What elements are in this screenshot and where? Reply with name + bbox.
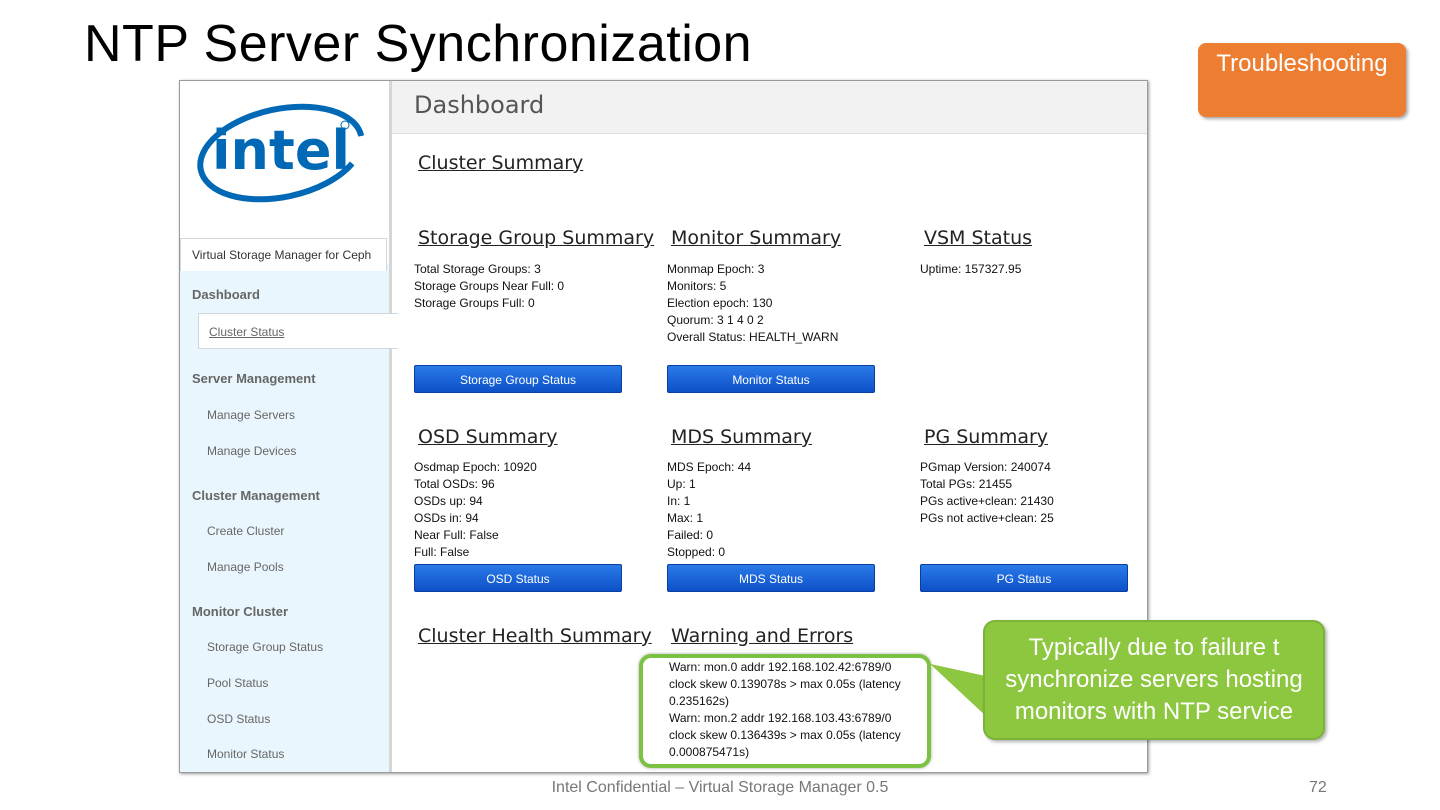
stat-line: Monitors: 5 <box>667 279 727 293</box>
stat-line: Near Full: False <box>414 528 499 542</box>
stat-line: PGmap Version: 240074 <box>920 460 1051 474</box>
storage-group-stats <box>414 261 564 312</box>
nav-header-server-management[interactable]: Server Management <box>192 371 316 386</box>
sidebar-item-manage-pools[interactable]: Manage Pools <box>207 560 284 574</box>
cluster-summary-title: Cluster Summary <box>418 152 584 174</box>
stat-line: MDS Epoch: 44 <box>667 460 752 474</box>
osd-summary-title: OSD Summary <box>418 426 558 448</box>
page-title: Dashboard <box>414 91 545 119</box>
osd-status-button[interactable]: OSD Status <box>414 564 622 592</box>
stat-line: Uptime: 157327.95 <box>920 262 1022 276</box>
mds-stats <box>667 459 751 561</box>
warning-line: Warn: mon.0 addr 192.168.102.42:6789/0 <box>669 660 892 674</box>
warning-line: clock skew 0.139078s > max 0.05s (latency <box>669 677 901 691</box>
warning-line: 0.000875471s) <box>669 745 750 759</box>
stat-line: Up: 1 <box>667 477 696 491</box>
monitor-summary-title: Monitor Summary <box>671 227 842 249</box>
stat-line: Election epoch: 130 <box>667 296 773 310</box>
troubleshooting-badge: Troubleshooting <box>1198 43 1406 117</box>
sidebar-item-cluster-status[interactable]: Cluster Status <box>198 313 398 349</box>
storage-group-status-button[interactable]: Storage Group Status <box>414 365 622 393</box>
stat-line: Stopped: 0 <box>667 545 726 559</box>
stat-line: PGs not active+clean: 25 <box>920 511 1054 525</box>
warning-line: Warn: mon.2 addr 192.168.103.43:6789/0 <box>669 711 892 725</box>
sidebar <box>180 81 392 772</box>
osd-stats <box>414 459 537 561</box>
mds-summary-title: MDS Summary <box>671 426 812 448</box>
warnings-errors-title: Warning and Errors <box>671 625 854 647</box>
slide-footer: Intel Confidential – Virtual Storage Manager 0.5 <box>551 779 889 796</box>
sidebar-item-osd-status[interactable]: OSD Status <box>207 712 271 726</box>
pg-summary-title: PG Summary <box>924 426 1049 448</box>
stat-line: Total OSDs: 96 <box>414 477 495 491</box>
stat-line: In: 1 <box>667 494 691 508</box>
stat-line: Overall Status: HEALTH_WARN <box>667 330 839 344</box>
stat-line: Monmap Epoch: 3 <box>667 262 765 276</box>
slide-title: NTP Server Synchronization <box>84 15 753 73</box>
stat-line: Max: 1 <box>667 511 704 525</box>
page-number: 72 <box>1309 779 1327 796</box>
sidebar-item-manage-servers[interactable]: Manage Servers <box>207 408 296 422</box>
stat-line: Osdmap Epoch: 10920 <box>414 460 537 474</box>
nav-header-monitor-cluster[interactable]: Monitor Cluster <box>192 604 289 619</box>
nav-header-cluster-management[interactable]: Cluster Management <box>192 488 320 503</box>
pg-stats <box>920 459 1054 527</box>
cluster-health-summary-title: Cluster Health Summary <box>418 625 652 647</box>
sidebar-item-create-cluster[interactable]: Create Cluster <box>207 524 285 538</box>
stat-line: OSDs in: 94 <box>414 511 479 525</box>
stat-line: Storage Groups Near Full: 0 <box>414 279 565 293</box>
warning-line: clock skew 0.136439s > max 0.05s (latency <box>669 728 901 742</box>
stat-line: Quorum: 3 1 4 0 2 <box>667 313 764 327</box>
stat-line: Total Storage Groups: 3 <box>414 262 541 276</box>
intel-logo-text: intel <box>212 119 350 182</box>
vsm-status-title: VSM Status <box>924 227 1033 249</box>
storage-group-summary-title: Storage Group Summary <box>418 227 655 249</box>
sidebar-item-storage-group-status[interactable]: Storage Group Status <box>207 640 324 654</box>
stat-line: OSDs up: 94 <box>414 494 483 508</box>
sidebar-item-pool-status[interactable]: Pool Status <box>207 676 269 690</box>
vsm-stats <box>920 261 1021 278</box>
warning-line: 0.235162s) <box>669 694 730 708</box>
warnings-highlight-box <box>639 654 931 768</box>
main-header <box>392 81 1147 134</box>
monitor-stats <box>667 261 838 346</box>
stat-line: Total PGs: 21455 <box>920 477 1013 491</box>
mds-status-button[interactable]: MDS Status <box>667 564 875 592</box>
product-tab[interactable]: Virtual Storage Manager for Ceph <box>180 238 387 271</box>
stat-line: Storage Groups Full: 0 <box>414 296 535 310</box>
sidebar-item-monitor-status[interactable]: Monitor Status <box>207 747 285 761</box>
pg-status-button[interactable]: PG Status <box>920 564 1128 592</box>
ntp-callout: Typically due to failure t synchronize servers hosting monitors with NTP service <box>983 620 1325 740</box>
stat-line: Full: False <box>414 545 470 559</box>
intel-logo <box>193 93 369 209</box>
stat-line: Failed: 0 <box>667 528 714 542</box>
nav-header-dashboard[interactable]: Dashboard <box>192 287 260 302</box>
stat-line: PGs active+clean: 21430 <box>920 494 1054 508</box>
sidebar-item-manage-devices[interactable]: Manage Devices <box>207 444 297 458</box>
monitor-status-button[interactable]: Monitor Status <box>667 365 875 393</box>
